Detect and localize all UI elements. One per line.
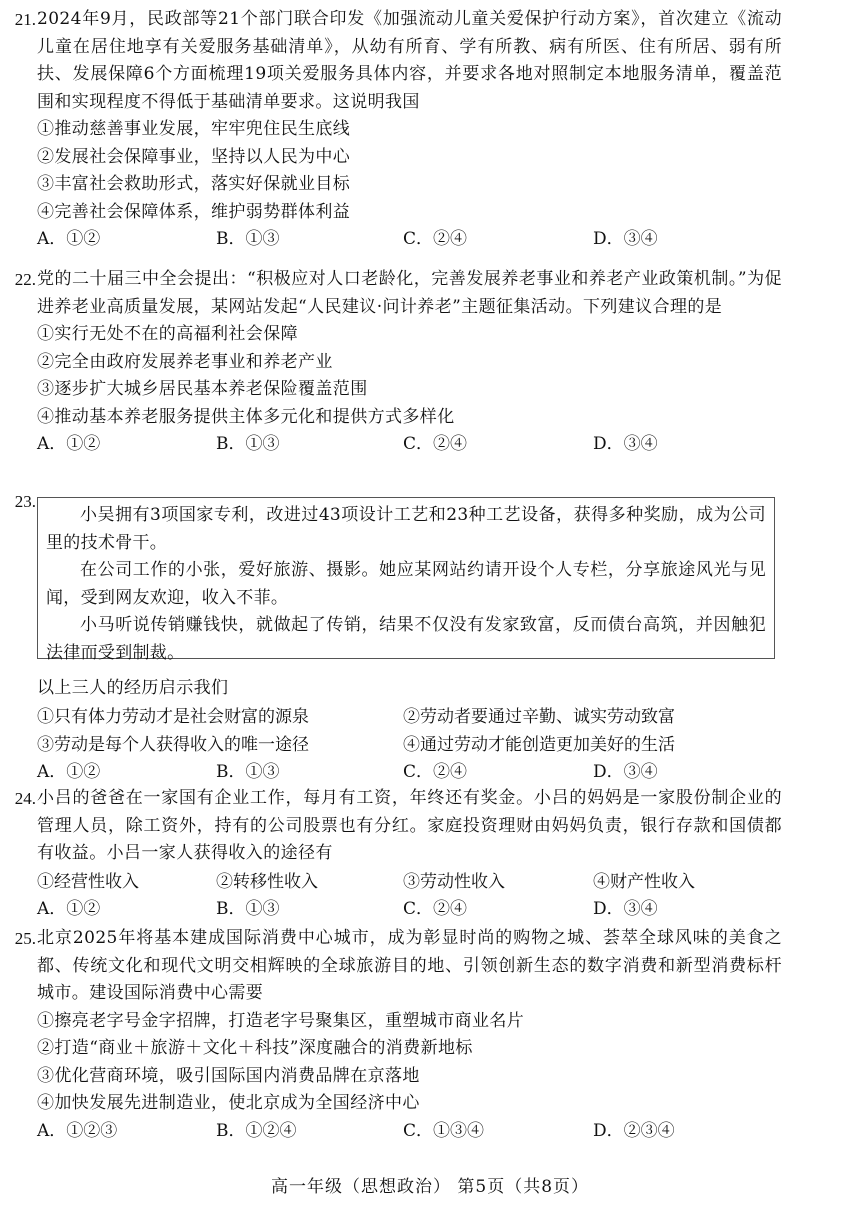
choice-a: A．①② (37, 761, 101, 782)
choice-a: A．①② (37, 434, 101, 454)
question-number: 21. (14, 10, 36, 29)
choice-d: D．②③④ (593, 1120, 675, 1141)
question-number: 23. (14, 492, 36, 511)
question-25 (0, 925, 860, 1145)
statement-2: ②打造“商业＋旅游＋文化＋科技”深度融合的消费新地标 (37, 1038, 473, 1058)
statement-1: ①实行无处不在的高福利社会保障 (37, 324, 298, 344)
statement-1: ①推动慈善事业发展，牢牢兜住民生底线 (37, 119, 351, 139)
page-footer: 高一年级（思想政治） 第5页（共8页） (270, 1177, 590, 1197)
statement-4: ④完善社会保障体系，维护弱势群体利益 (37, 201, 351, 222)
choice-b: B．①②④ (216, 1120, 297, 1141)
statement-1: ①只有体力劳动才是社会财富的源泉 (37, 706, 309, 727)
choice-c: C．①③④ (403, 1120, 485, 1141)
choice-c: C．②④ (403, 898, 468, 919)
choice-c: C．②④ (403, 229, 468, 249)
statements-row-2 (37, 731, 782, 759)
choice-b: B．①③ (216, 898, 280, 919)
statement-3: ③劳动性收入 (403, 871, 505, 892)
choice-c: C．②④ (403, 434, 468, 454)
statements-row-1 (37, 703, 782, 731)
choice-b: B．①③ (216, 434, 280, 454)
statement-2: ②完全由政府发展养老事业和养老产业 (37, 351, 333, 372)
choice-d: D．③④ (593, 229, 658, 249)
answer-choices (37, 431, 782, 459)
statement-4: ④推动基本养老服务提供主体多元化和提供方式多样化 (37, 406, 455, 427)
statement-4: ④财产性收入 (593, 871, 695, 892)
question-stem: 以上三人的经历启示我们 (37, 678, 229, 698)
answer-choices (37, 226, 782, 254)
choice-b: B．①③ (216, 229, 280, 249)
choice-a: A．①② (37, 898, 101, 919)
question-24 (0, 785, 860, 923)
question-22 (0, 266, 860, 459)
material-paragraph-2: 在公司工作的小张，爱好旅游、摄影。她应某网站约请开设个人专栏，分享旅途风光与见闻，受到网友欢迎，收入不菲。 (46, 560, 766, 608)
choice-a: A．①②③ (37, 1120, 118, 1141)
statement-3: ③劳动是每个人获得收入的唯一途径 (37, 734, 309, 755)
statement-2: ②发展社会保障事业，坚持以人民为中心 (37, 146, 351, 167)
answer-choices (37, 759, 782, 787)
choice-d: D．③④ (593, 898, 658, 919)
answer-choices (37, 1118, 782, 1146)
answer-choices (37, 896, 782, 924)
statement-3: ③优化营商环境，吸引国际国内消费品牌在京落地 (37, 1065, 420, 1086)
choice-a: A．①② (37, 229, 101, 249)
question-stem: 2024年9月，民政部等21个部门联合印发《加强流动儿童关爱保护行动方案》，首次建立《流动儿童在居住地享有关爱服务基础清单》，从幼有所育、学有所教、病有所医、住有所居、弱有所扶、发展保障6个方面梳理19项关爱服务具体内容，并要求各地对照制定本地服务清单，覆盖范围和实现程度不得低于基础清单要求。这说明我国 (37, 9, 782, 112)
choice-d: D．③④ (593, 434, 658, 454)
question-stem: 北京2025年将基本建成国际消费中心城市，成为彰显时尚的购物之城、荟萃全球风味的美食之都、传统文化和现代文明交相辉映的全球旅游目的地、引领创新生态的数字消费和新型消费标杆城市。建设国际消费中心需要 (37, 928, 782, 1003)
statement-1: ①经营性收入 (37, 871, 139, 892)
material-paragraph-3: 小马听说传销赚钱快，就做起了传销，结果不仅没有发家致富，反而债台高筑，并因触犯法律而受到制裁。 (46, 615, 766, 663)
material-box (37, 497, 775, 663)
statement-1: ①擦亮老字号金字招牌，打造老字号聚集区，重塑城市商业名片 (37, 1010, 525, 1031)
statement-2: ②转移性收入 (216, 871, 318, 892)
question-21 (0, 6, 860, 254)
question-number: 22. (14, 270, 36, 289)
statement-3: ③逐步扩大城乡居民基本养老保险覆盖范围 (37, 379, 368, 399)
material-paragraph-1: 小吴拥有3项国家专利，改进过43项设计工艺和23种工艺设备，获得多种奖励，成为公司里的技术骨干。 (46, 505, 766, 553)
question-number: 24. (14, 789, 36, 808)
choice-d: D．③④ (593, 761, 658, 782)
statement-2: ②劳动者要通过辛勤、诚实劳动致富 (403, 706, 675, 727)
statement-4: ④加快发展先进制造业，使北京成为全国经济中心 (37, 1093, 420, 1113)
choice-c: C．②④ (403, 761, 468, 782)
question-stem: 党的二十届三中全会提出：“积极应对人口老龄化，完善发展养老事业和养老产业政策机制。”为促进养老业高质量发展，某网站发起“人民建议·问计养老”主题征集活动。下列建议合理的是 (37, 269, 782, 317)
question-23-body (0, 675, 860, 786)
statement-4: ④通过劳动才能创造更加美好的生活 (403, 734, 675, 755)
statements-row (37, 868, 782, 896)
question-stem: 小吕的爸爸在一家国有企业工作，每月有工资，年终还有奖金。小吕的妈妈是一家股份制企业的管理人员，除工资外，持有的公司股票也有分红。家庭投资理财由妈妈负责，银行存款和国债都有收益。小吕一家人获得收入的途径有 (37, 788, 782, 863)
statement-3: ③丰富社会救助形式，落实好保就业目标 (37, 174, 351, 194)
choice-b: B．①③ (216, 761, 280, 782)
question-number: 25. (14, 929, 36, 948)
